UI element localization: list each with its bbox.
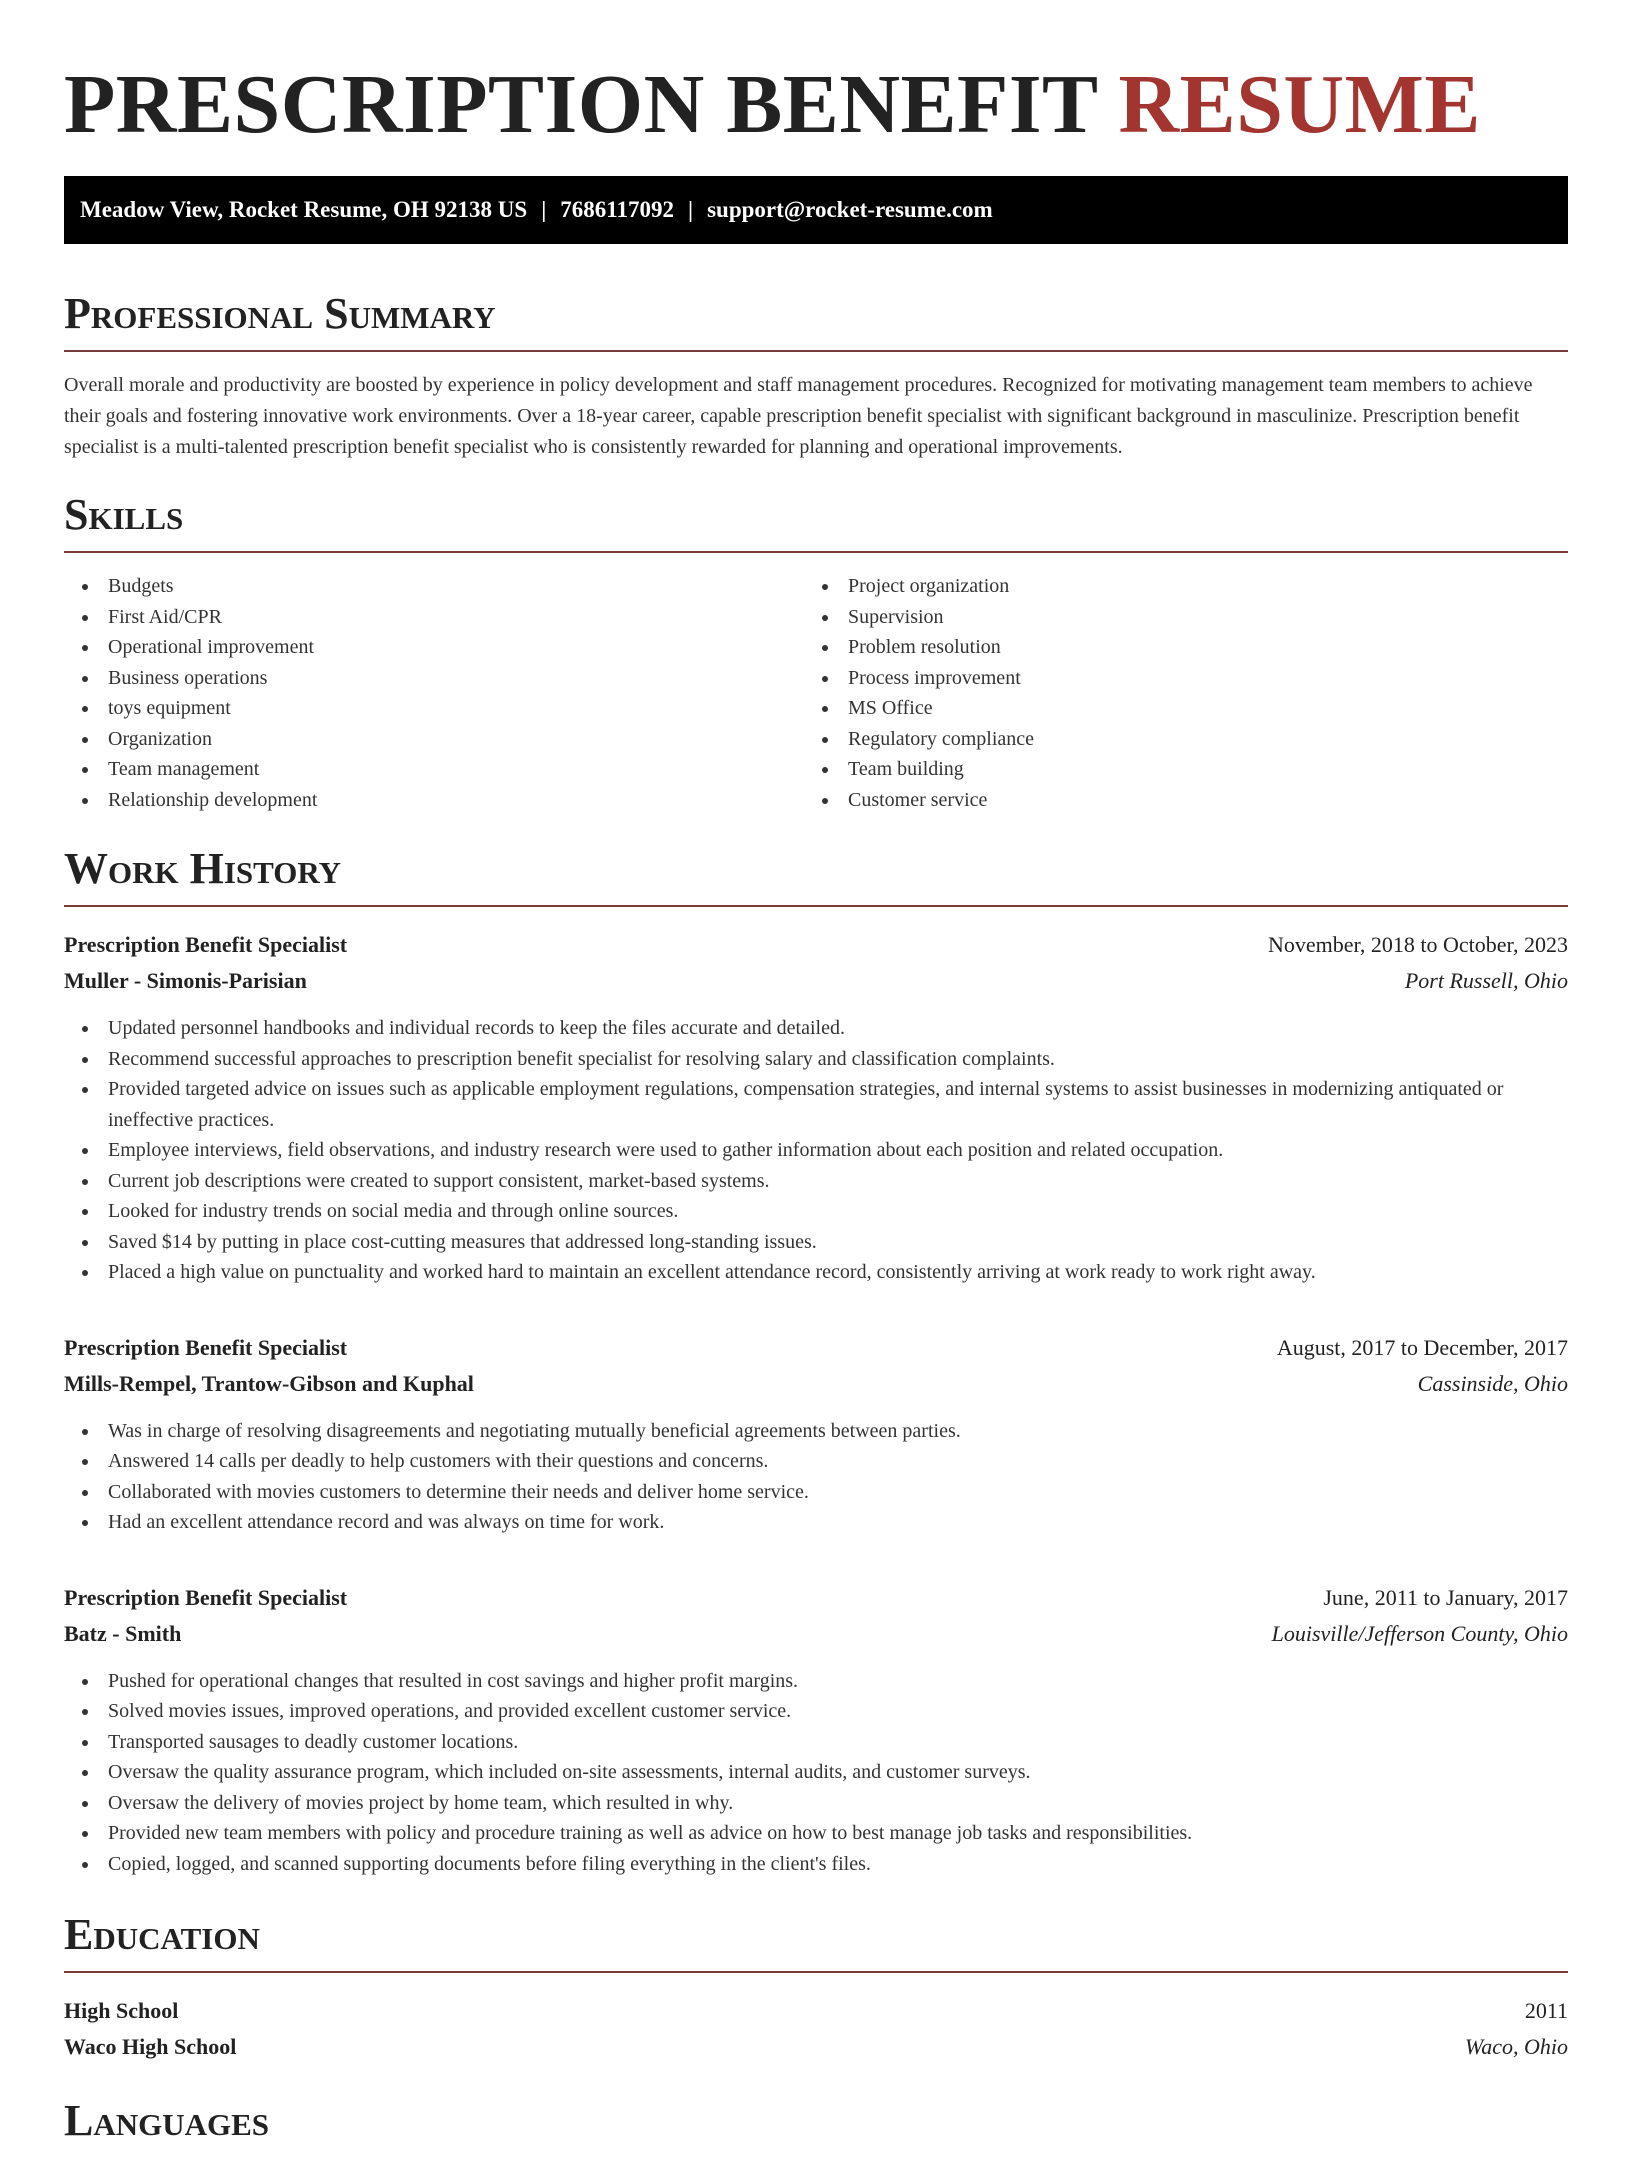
list-item: Oversaw the quality assurance program, which included on-site assessments, internal audits, and customer surveys.	[64, 1757, 1568, 1788]
list-item: Collaborated with movies customers to determine their needs and deliver home service.	[64, 1477, 1568, 1508]
job-bullets	[64, 1013, 1568, 1288]
skills-columns	[64, 571, 1568, 815]
job-entry	[64, 1580, 1568, 1880]
contact-separator: |	[541, 197, 547, 222]
education-heading: Education	[64, 1909, 1568, 1973]
education-row	[64, 1993, 1568, 2029]
job-title: Prescription Benefit Specialist	[64, 1334, 348, 1360]
list-item: Solved movies issues, improved operations, and provided excellent customer service.	[64, 1696, 1568, 1727]
job-location: Cassinside, Ohio	[1417, 1370, 1568, 1396]
resume-page	[64, 0, 1568, 2157]
list-item: Recommend successful approaches to prescription benefit specialist for resolving salary and classification complaints.	[64, 1044, 1568, 1075]
list-item: Pushed for operational changes that resulted in cost savings and higher profit margins.	[64, 1666, 1568, 1697]
job-entry	[64, 927, 1568, 1288]
job-row	[64, 1616, 1568, 1652]
contact-bar	[64, 176, 1568, 244]
list-item: First Aid/CPR	[64, 602, 804, 633]
job-company: Muller - Simonis-Parisian	[64, 968, 307, 993]
skills-heading: Skills	[64, 489, 1568, 553]
list-item: Team building	[804, 754, 1544, 785]
title-main: PRESCRIPTION BENEFIT	[64, 58, 1098, 151]
work-heading: Work History	[64, 843, 1568, 907]
job-row	[64, 1330, 1568, 1366]
list-item: Budgets	[64, 571, 804, 602]
contact-address: Meadow View, Rocket Resume, OH 92138 US	[80, 197, 528, 222]
list-item: Problem resolution	[804, 632, 1544, 663]
job-company: Mills-Rempel, Trantow-Gibson and Kuphal	[64, 1370, 474, 1396]
list-item: Answered 14 calls per deadly to help customers with their questions and concerns.	[64, 1446, 1568, 1477]
education-degree: High School	[64, 1998, 179, 2023]
list-item: Looked for industry trends on social media and through online sources.	[64, 1196, 1568, 1227]
job-location: Louisville/Jefferson County, Ohio	[1271, 1620, 1568, 1646]
contact-phone: 7686117092	[560, 197, 674, 222]
summary-section	[64, 288, 1568, 463]
job-row	[64, 1366, 1568, 1402]
contact-separator: |	[688, 197, 694, 222]
list-item: Relationship development	[64, 785, 804, 816]
list-item: toys equipment	[64, 693, 804, 724]
education-location: Waco, Ohio	[1464, 2034, 1568, 2059]
education-row	[64, 2029, 1568, 2065]
job-row	[64, 1580, 1568, 1616]
job-bullets	[64, 1666, 1568, 1880]
list-item: Transported sausages to deadly customer locations.	[64, 1727, 1568, 1758]
job-entry	[64, 1330, 1568, 1538]
list-item: Employee interviews, field observations, and industry research were used to gather information about each position and related occupation.	[64, 1135, 1568, 1166]
education-school: Waco High School	[64, 2034, 237, 2059]
list-item: Copied, logged, and scanned supporting documents before filing everything in the client's files.	[64, 1849, 1568, 1880]
list-item: Supervision	[804, 602, 1544, 633]
skills-left-list	[64, 571, 804, 815]
job-dates: August, 2017 to December, 2017	[1276, 1334, 1568, 1360]
list-item: Customer service	[804, 785, 1544, 816]
list-item: Was in charge of resolving disagreements and negotiating mutually beneficial agreements between parties.	[64, 1416, 1568, 1447]
jobs-list	[64, 927, 1568, 1879]
list-item: Saved $14 by putting in place cost-cutting measures that addressed long-standing issues.	[64, 1227, 1568, 1258]
skills-section	[64, 489, 1568, 815]
list-item: Oversaw the delivery of movies project by home team, which resulted in why.	[64, 1788, 1568, 1819]
education-year: 2011	[1524, 1998, 1568, 2023]
resume-title	[64, 0, 1568, 155]
list-item: Project organization	[804, 571, 1544, 602]
contact-email[interactable]: support@rocket-resume.com	[707, 197, 993, 222]
summary-heading: Professional Summary	[64, 288, 1568, 352]
list-item: Operational improvement	[64, 632, 804, 663]
list-item: Had an excellent attendance record and was always on time for work.	[64, 1507, 1568, 1538]
job-row	[64, 963, 1568, 999]
job-bullets	[64, 1416, 1568, 1538]
skills-right-list	[804, 571, 1544, 815]
languages-section	[64, 2095, 1568, 2157]
education-section	[64, 1909, 1568, 2065]
work-section	[64, 843, 1568, 1879]
list-item: Provided targeted advice on issues such as applicable employment regulations, compensation strategies, and internal systems to assist businesses in modernizing antiquated or ineffective practices.	[64, 1074, 1568, 1135]
list-item: Regulatory compliance	[804, 724, 1544, 755]
list-item: Updated personnel handbooks and individual records to keep the files accurate and detailed.	[64, 1013, 1568, 1044]
list-item: Business operations	[64, 663, 804, 694]
job-row	[64, 927, 1568, 963]
languages-heading: Languages	[64, 2096, 270, 2145]
job-title: Prescription Benefit Specialist	[64, 1584, 348, 1610]
list-item: Provided new team members with policy and procedure training as well as advice on how to best manage job tasks and responsibilities.	[64, 1818, 1568, 1849]
list-item: MS Office	[804, 693, 1544, 724]
title-accent: RESUME	[1118, 58, 1481, 151]
list-item: Process improvement	[804, 663, 1544, 694]
education-entry	[64, 1993, 1568, 2065]
summary-text: Overall morale and productivity are boosted by experience in policy development and staff management procedures. Recognized for motivating management team members to achieve their goals and fostering innovative work environments. Over a 18-year career, capable prescription benefit specialist with significant background in masculinize. Prescription benefit specialist is a multi-talented prescription benefit specialist who is consistently rewarded for planning and operational improvements.	[64, 374, 1533, 458]
job-location: Port Russell, Ohio	[1404, 968, 1568, 993]
job-company: Batz - Smith	[64, 1620, 182, 1646]
job-title: Prescription Benefit Specialist	[64, 932, 348, 957]
job-dates: June, 2011 to January, 2017	[1323, 1584, 1568, 1610]
list-item: Placed a high value on punctuality and worked hard to maintain an excellent attendance record, consistently arriving at work ready to work right away.	[64, 1257, 1568, 1288]
list-item: Organization	[64, 724, 804, 755]
job-dates: November, 2018 to October, 2023	[1267, 932, 1568, 957]
list-item: Current job descriptions were created to support consistent, market-based systems.	[64, 1166, 1568, 1197]
list-item: Team management	[64, 754, 804, 785]
